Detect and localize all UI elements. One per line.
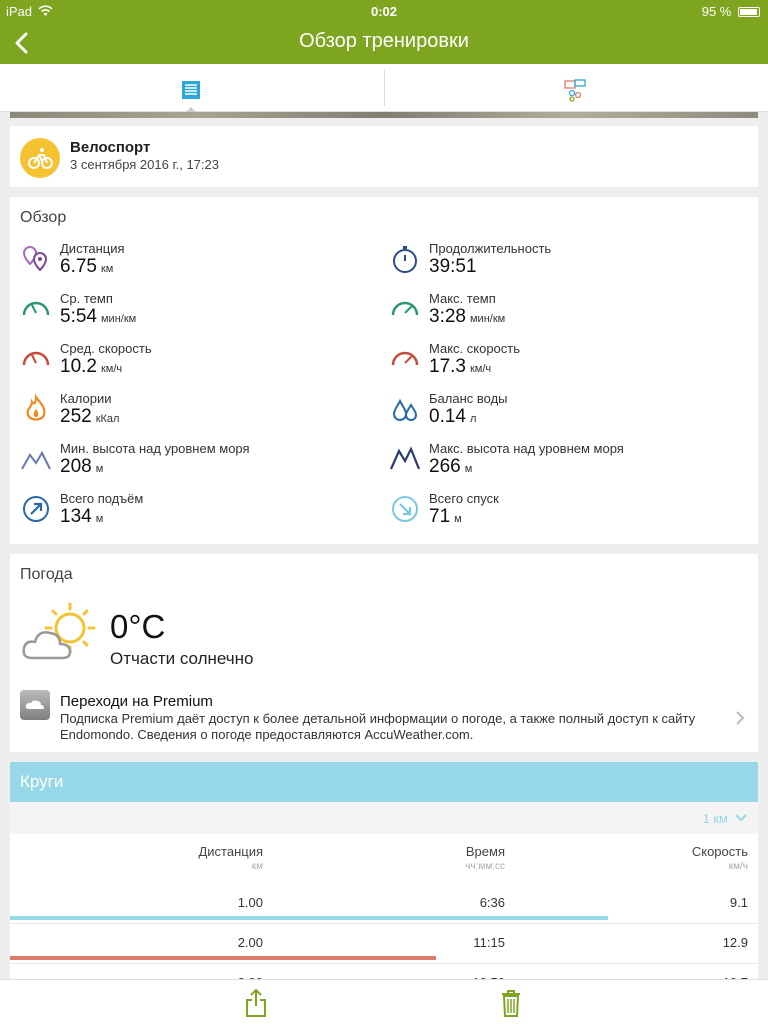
lap-time: 11:15: [473, 935, 505, 950]
tab-bar: [0, 64, 768, 112]
workout-date: 3 сентября 2016 г., 17:23: [70, 157, 219, 172]
metric-unit: мин/км: [469, 313, 506, 325]
premium-icon: [20, 690, 50, 720]
metric-item: [389, 241, 749, 285]
metric-label: Макс. темп: [429, 291, 496, 306]
metric-unit: л: [469, 413, 477, 425]
lap-row: [10, 924, 758, 964]
avg-speed-gauge-icon: [20, 343, 52, 375]
battery-text: 95 %: [701, 4, 732, 19]
water-drops-icon: [389, 393, 421, 425]
stopwatch-icon: [389, 243, 421, 275]
ascent-icon: [20, 493, 52, 525]
metric-value: 6.75: [60, 256, 97, 277]
metric-unit: кКал: [95, 413, 120, 425]
metric-value: 252: [60, 406, 92, 427]
laps-table: [10, 834, 758, 979]
laps-title: Круги: [20, 772, 64, 791]
metric-value: 39:51: [429, 256, 477, 277]
metric-unit: м: [95, 463, 104, 475]
metric-value: 208: [60, 456, 92, 477]
metric-value-row: [429, 306, 505, 328]
metric-item: [20, 491, 380, 535]
metric-label: Макс. высота над уровнем моря: [429, 441, 624, 456]
metric-value: 266: [429, 456, 461, 477]
metric-item: [20, 291, 380, 335]
device-name: iPad: [6, 4, 33, 19]
metric-item: [389, 491, 749, 535]
avg-pace-gauge-icon: [20, 293, 52, 325]
metric-value-row: [60, 356, 122, 378]
metric-value-row: [60, 406, 119, 428]
premium-description: Подписка Premium даёт доступ к более детальной информации о погоде, а также полный доступ к сайту Endomondo. Сведения о погоде предоставляются AccuWeather.com.: [60, 711, 696, 742]
metric-label: Баланс воды: [429, 391, 508, 406]
metric-unit: мин/км: [100, 313, 137, 325]
metric-label: Калории: [60, 391, 112, 406]
metric-value-row: [60, 306, 136, 328]
weather-title: Погода: [20, 566, 73, 583]
metric-unit: м: [464, 463, 473, 475]
lap-speed-bar: [10, 956, 436, 960]
metric-item: [389, 441, 749, 485]
metric-label: Мин. высота над уровнем моря: [60, 441, 250, 456]
metric-unit: км: [100, 263, 114, 275]
min-altitude-icon: [20, 443, 52, 475]
metric-value: 0.14: [429, 406, 466, 427]
lap-time: 6:36: [479, 895, 505, 910]
tab-social[interactable]: [384, 70, 768, 106]
weather-temperature: 0°C: [110, 608, 166, 645]
metric-value-row: [429, 356, 491, 378]
max-speed-gauge-icon: [389, 343, 421, 375]
metric-value: 5:54: [60, 306, 97, 327]
premium-title[interactable]: Переходи на Premium: [60, 693, 213, 710]
overview-card: [10, 197, 758, 544]
battery-status: [702, 4, 760, 19]
metric-value-row: [429, 506, 462, 528]
metric-value-row: [429, 456, 472, 478]
metric-item: [389, 391, 749, 435]
metric-item: [20, 341, 380, 385]
weather-card: [10, 554, 758, 752]
overview-title: Обзор: [20, 209, 67, 226]
metric-value-row: [60, 256, 113, 278]
weather-description: Отчасти солнечно: [110, 649, 254, 668]
bottom-toolbar: [0, 979, 768, 1024]
metric-value: 17.3: [429, 356, 466, 377]
nav-bar: [0, 22, 768, 64]
metric-value-row: [429, 406, 476, 428]
status-time: 0:02: [370, 4, 398, 19]
col-speed-unit: км/ч: [728, 861, 748, 872]
chevron-down-icon[interactable]: [734, 812, 748, 824]
metric-item: [20, 441, 380, 485]
cycling-icon: [20, 138, 60, 178]
metric-item: [389, 291, 749, 335]
trash-icon[interactable]: [500, 988, 522, 1018]
metric-value: 10.2: [60, 356, 97, 377]
col-distance: Дистанция: [198, 844, 263, 859]
metric-unit: м: [95, 513, 104, 525]
col-distance-unit: км: [251, 861, 263, 872]
share-icon[interactable]: [244, 988, 268, 1018]
flame-icon: [20, 393, 52, 425]
lap-speed: 9.1: [729, 895, 748, 910]
metric-label: Всего подъём: [60, 491, 144, 506]
metric-value: 3:28: [429, 306, 466, 327]
metric-item: [20, 391, 380, 435]
lap-row: [10, 884, 758, 924]
metric-unit: м: [454, 513, 462, 525]
lap-speed: 12.9: [722, 935, 748, 950]
descent-icon: [389, 493, 421, 525]
metric-unit: км/ч: [469, 363, 492, 375]
partly-sunny-icon: [20, 600, 100, 670]
metric-value: 134: [60, 506, 92, 527]
metric-unit: км/ч: [100, 363, 123, 375]
page-title: Обзор тренировки: [299, 30, 469, 52]
metric-item: [20, 241, 380, 285]
tab-summary[interactable]: [0, 64, 384, 112]
max-pace-gauge-icon: [389, 293, 421, 325]
battery-icon: [738, 7, 760, 17]
metric-value-row: [60, 506, 103, 528]
lap-distance: 2.00: [237, 935, 263, 950]
col-speed: Скорость: [691, 844, 748, 859]
col-time-unit: чч:мм:сс: [465, 861, 505, 872]
metric-label: Всего спуск: [429, 491, 499, 506]
location-pins-icon: [20, 243, 52, 275]
sport-name: Велоспорт: [70, 139, 151, 156]
metric-label: Продолжительность: [429, 241, 552, 256]
max-altitude-icon: [389, 443, 421, 475]
col-time: Время: [465, 844, 505, 859]
metric-value: 71: [429, 506, 451, 527]
lap-length-select[interactable]: 1 км: [702, 811, 728, 826]
laps-header: [10, 762, 758, 802]
chevron-right-icon[interactable]: [734, 708, 746, 728]
metric-label: Сред. скорость: [60, 341, 152, 356]
workout-header-card: [10, 126, 758, 187]
metric-label: Макс. скорость: [429, 341, 521, 356]
metric-value-row: [429, 256, 481, 278]
metric-label: Ср. темп: [60, 291, 113, 306]
lap-speed-bar: [10, 916, 608, 920]
metric-label: Дистанция: [60, 241, 125, 256]
social-icon: [563, 78, 587, 102]
status-bar: [0, 0, 768, 22]
laps-filter[interactable]: [10, 802, 758, 834]
list-icon: [181, 80, 201, 100]
metric-value-row: [60, 456, 103, 478]
lap-distance: 1.00: [237, 895, 263, 910]
map-preview-strip[interactable]: [10, 112, 758, 118]
metric-item: [389, 341, 749, 385]
